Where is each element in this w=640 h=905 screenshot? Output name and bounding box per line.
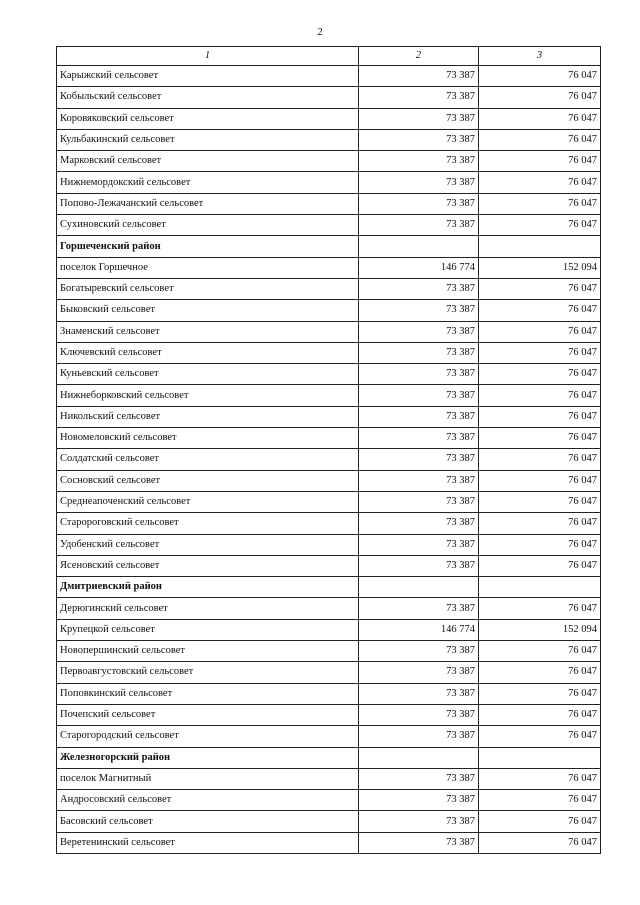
table-row (57, 811, 601, 832)
column-header-3: 3 (479, 47, 601, 66)
table-row (57, 704, 601, 725)
district-header-row (57, 747, 601, 768)
municipality-name: Попово-Лежачанский сельсовет (57, 193, 359, 214)
municipality-name: Первоавгустовский сельсовет (57, 662, 359, 683)
amount-col-2: 73 387 (359, 555, 479, 576)
municipality-name: Крупецкой сельсовет (57, 619, 359, 640)
municipality-name: Знаменский сельсовет (57, 321, 359, 342)
district-header-row (57, 236, 601, 257)
amount-col-3: 76 047 (479, 406, 601, 427)
amount-col-3: 76 047 (479, 534, 601, 555)
municipality-name: Новомеловский сельсовет (57, 428, 359, 449)
table-row (57, 172, 601, 193)
amount-col-2: 73 387 (359, 385, 479, 406)
amount-col-2: 73 387 (359, 342, 479, 363)
amount-col-3 (479, 236, 601, 257)
municipality-name: Быковский сельсовет (57, 300, 359, 321)
municipality-name: Кобыльский сельсовет (57, 87, 359, 108)
municipality-name: Среднеапоченский сельсовет (57, 491, 359, 512)
table-row (57, 385, 601, 406)
amount-col-3: 76 047 (479, 193, 601, 214)
table-row (57, 87, 601, 108)
amount-col-3: 76 047 (479, 768, 601, 789)
municipality-name: Ясеновский сельсовет (57, 555, 359, 576)
amount-col-3: 76 047 (479, 87, 601, 108)
municipality-name: Сосновский сельсовет (57, 470, 359, 491)
table-row (57, 215, 601, 236)
table-row (57, 257, 601, 278)
table-row (57, 129, 601, 150)
amount-col-3: 76 047 (479, 790, 601, 811)
amount-col-2: 73 387 (359, 768, 479, 789)
budget-table (56, 46, 601, 854)
amount-col-2: 73 387 (359, 704, 479, 725)
table-row (57, 108, 601, 129)
district-name: Горшеченский район (57, 236, 359, 257)
municipality-name: Нижнемордокский сельсовет (57, 172, 359, 193)
amount-col-2: 73 387 (359, 364, 479, 385)
municipality-name: Новопершинский сельсовет (57, 641, 359, 662)
amount-col-3: 152 094 (479, 619, 601, 640)
table-row (57, 66, 601, 87)
amount-col-2: 73 387 (359, 598, 479, 619)
amount-col-2: 73 387 (359, 278, 479, 299)
table-row (57, 619, 601, 640)
amount-col-2: 73 387 (359, 534, 479, 555)
table-row (57, 790, 601, 811)
amount-col-2: 73 387 (359, 491, 479, 512)
amount-col-3: 76 047 (479, 129, 601, 150)
table-row (57, 555, 601, 576)
municipality-name: Басовский сельсовет (57, 811, 359, 832)
table-row (57, 364, 601, 385)
amount-col-3: 76 047 (479, 683, 601, 704)
table-row (57, 406, 601, 427)
municipality-name: Старороговский сельсовет (57, 513, 359, 534)
amount-col-2: 73 387 (359, 172, 479, 193)
amount-col-2 (359, 577, 479, 598)
amount-col-2: 146 774 (359, 257, 479, 278)
amount-col-3: 76 047 (479, 449, 601, 470)
amount-col-2: 73 387 (359, 215, 479, 236)
amount-col-2: 73 387 (359, 151, 479, 172)
table-row (57, 491, 601, 512)
table-row (57, 342, 601, 363)
amount-col-3: 76 047 (479, 172, 601, 193)
amount-col-3: 76 047 (479, 641, 601, 662)
municipality-name: Поповкинский сельсовет (57, 683, 359, 704)
amount-col-3: 76 047 (479, 278, 601, 299)
amount-col-3: 76 047 (479, 832, 601, 853)
municipality-name: Куньевский сельсовет (57, 364, 359, 385)
amount-col-3: 152 094 (479, 257, 601, 278)
table-row (57, 300, 601, 321)
amount-col-3: 76 047 (479, 385, 601, 406)
amount-col-2: 73 387 (359, 66, 479, 87)
column-header-2: 2 (359, 47, 479, 66)
amount-col-2: 73 387 (359, 406, 479, 427)
amount-col-2: 73 387 (359, 662, 479, 683)
table-row (57, 449, 601, 470)
municipality-name: Нижнеборковский сельсовет (57, 385, 359, 406)
table-row (57, 428, 601, 449)
amount-col-3 (479, 747, 601, 768)
table-row (57, 598, 601, 619)
amount-col-3: 76 047 (479, 300, 601, 321)
amount-col-2: 73 387 (359, 321, 479, 342)
table-header-row (57, 47, 601, 66)
municipality-name: Веретенинский сельсовет (57, 832, 359, 853)
amount-col-2 (359, 747, 479, 768)
district-name: Дмитриевский район (57, 577, 359, 598)
amount-col-2: 146 774 (359, 619, 479, 640)
table-row (57, 534, 601, 555)
amount-col-2: 73 387 (359, 449, 479, 470)
amount-col-2: 73 387 (359, 108, 479, 129)
municipality-name: Никольский сельсовет (57, 406, 359, 427)
municipality-name: поселок Горшечное (57, 257, 359, 278)
table-row (57, 193, 601, 214)
column-header-1: 1 (57, 47, 359, 66)
municipality-name: Андросовский сельсовет (57, 790, 359, 811)
amount-col-3: 76 047 (479, 151, 601, 172)
amount-col-3: 76 047 (479, 364, 601, 385)
amount-col-3: 76 047 (479, 491, 601, 512)
amount-col-2: 73 387 (359, 641, 479, 662)
municipality-name: Почепский сельсовет (57, 704, 359, 725)
amount-col-3: 76 047 (479, 555, 601, 576)
amount-col-2 (359, 236, 479, 257)
amount-col-3: 76 047 (479, 321, 601, 342)
amount-col-2: 73 387 (359, 87, 479, 108)
municipality-name: Удобенский сельсовет (57, 534, 359, 555)
amount-col-3: 76 047 (479, 598, 601, 619)
municipality-name: Карыжский сельсовет (57, 66, 359, 87)
amount-col-3: 76 047 (479, 66, 601, 87)
amount-col-2: 73 387 (359, 428, 479, 449)
table-row (57, 470, 601, 491)
municipality-name: Ключевский сельсовет (57, 342, 359, 363)
municipality-name: Солдатский сельсовет (57, 449, 359, 470)
municipality-name: Дерюгинский сельсовет (57, 598, 359, 619)
amount-col-3: 76 047 (479, 428, 601, 449)
district-name: Железногорский район (57, 747, 359, 768)
amount-col-2: 73 387 (359, 129, 479, 150)
amount-col-3: 76 047 (479, 215, 601, 236)
amount-col-2: 73 387 (359, 832, 479, 853)
amount-col-2: 73 387 (359, 513, 479, 534)
amount-col-2: 73 387 (359, 683, 479, 704)
table-row (57, 278, 601, 299)
table-body (57, 66, 601, 854)
amount-col-2: 73 387 (359, 300, 479, 321)
table-row (57, 683, 601, 704)
amount-col-3: 76 047 (479, 662, 601, 683)
amount-col-3: 76 047 (479, 470, 601, 491)
page-number: 2 (317, 26, 323, 38)
amount-col-3: 76 047 (479, 811, 601, 832)
district-header-row (57, 577, 601, 598)
amount-col-2: 73 387 (359, 193, 479, 214)
table-row (57, 641, 601, 662)
amount-col-3 (479, 577, 601, 598)
municipality-name: Старогородский сельсовет (57, 726, 359, 747)
municipality-name: поселок Магнитный (57, 768, 359, 789)
amount-col-2: 73 387 (359, 470, 479, 491)
amount-col-2: 73 387 (359, 811, 479, 832)
amount-col-3: 76 047 (479, 704, 601, 725)
table-row (57, 151, 601, 172)
municipality-name: Богатыревский сельсовет (57, 278, 359, 299)
table-row (57, 726, 601, 747)
municipality-name: Кульбакинский сельсовет (57, 129, 359, 150)
table-row (57, 321, 601, 342)
amount-col-3: 76 047 (479, 342, 601, 363)
municipality-name: Коровяковский сельсовет (57, 108, 359, 129)
table-row (57, 662, 601, 683)
amount-col-3: 76 047 (479, 108, 601, 129)
amount-col-3: 76 047 (479, 513, 601, 534)
amount-col-2: 73 387 (359, 790, 479, 811)
table-row (57, 513, 601, 534)
amount-col-2: 73 387 (359, 726, 479, 747)
table-row (57, 832, 601, 853)
municipality-name: Сухиновский сельсовет (57, 215, 359, 236)
municipality-name: Марковский сельсовет (57, 151, 359, 172)
amount-col-3: 76 047 (479, 726, 601, 747)
table-row (57, 768, 601, 789)
